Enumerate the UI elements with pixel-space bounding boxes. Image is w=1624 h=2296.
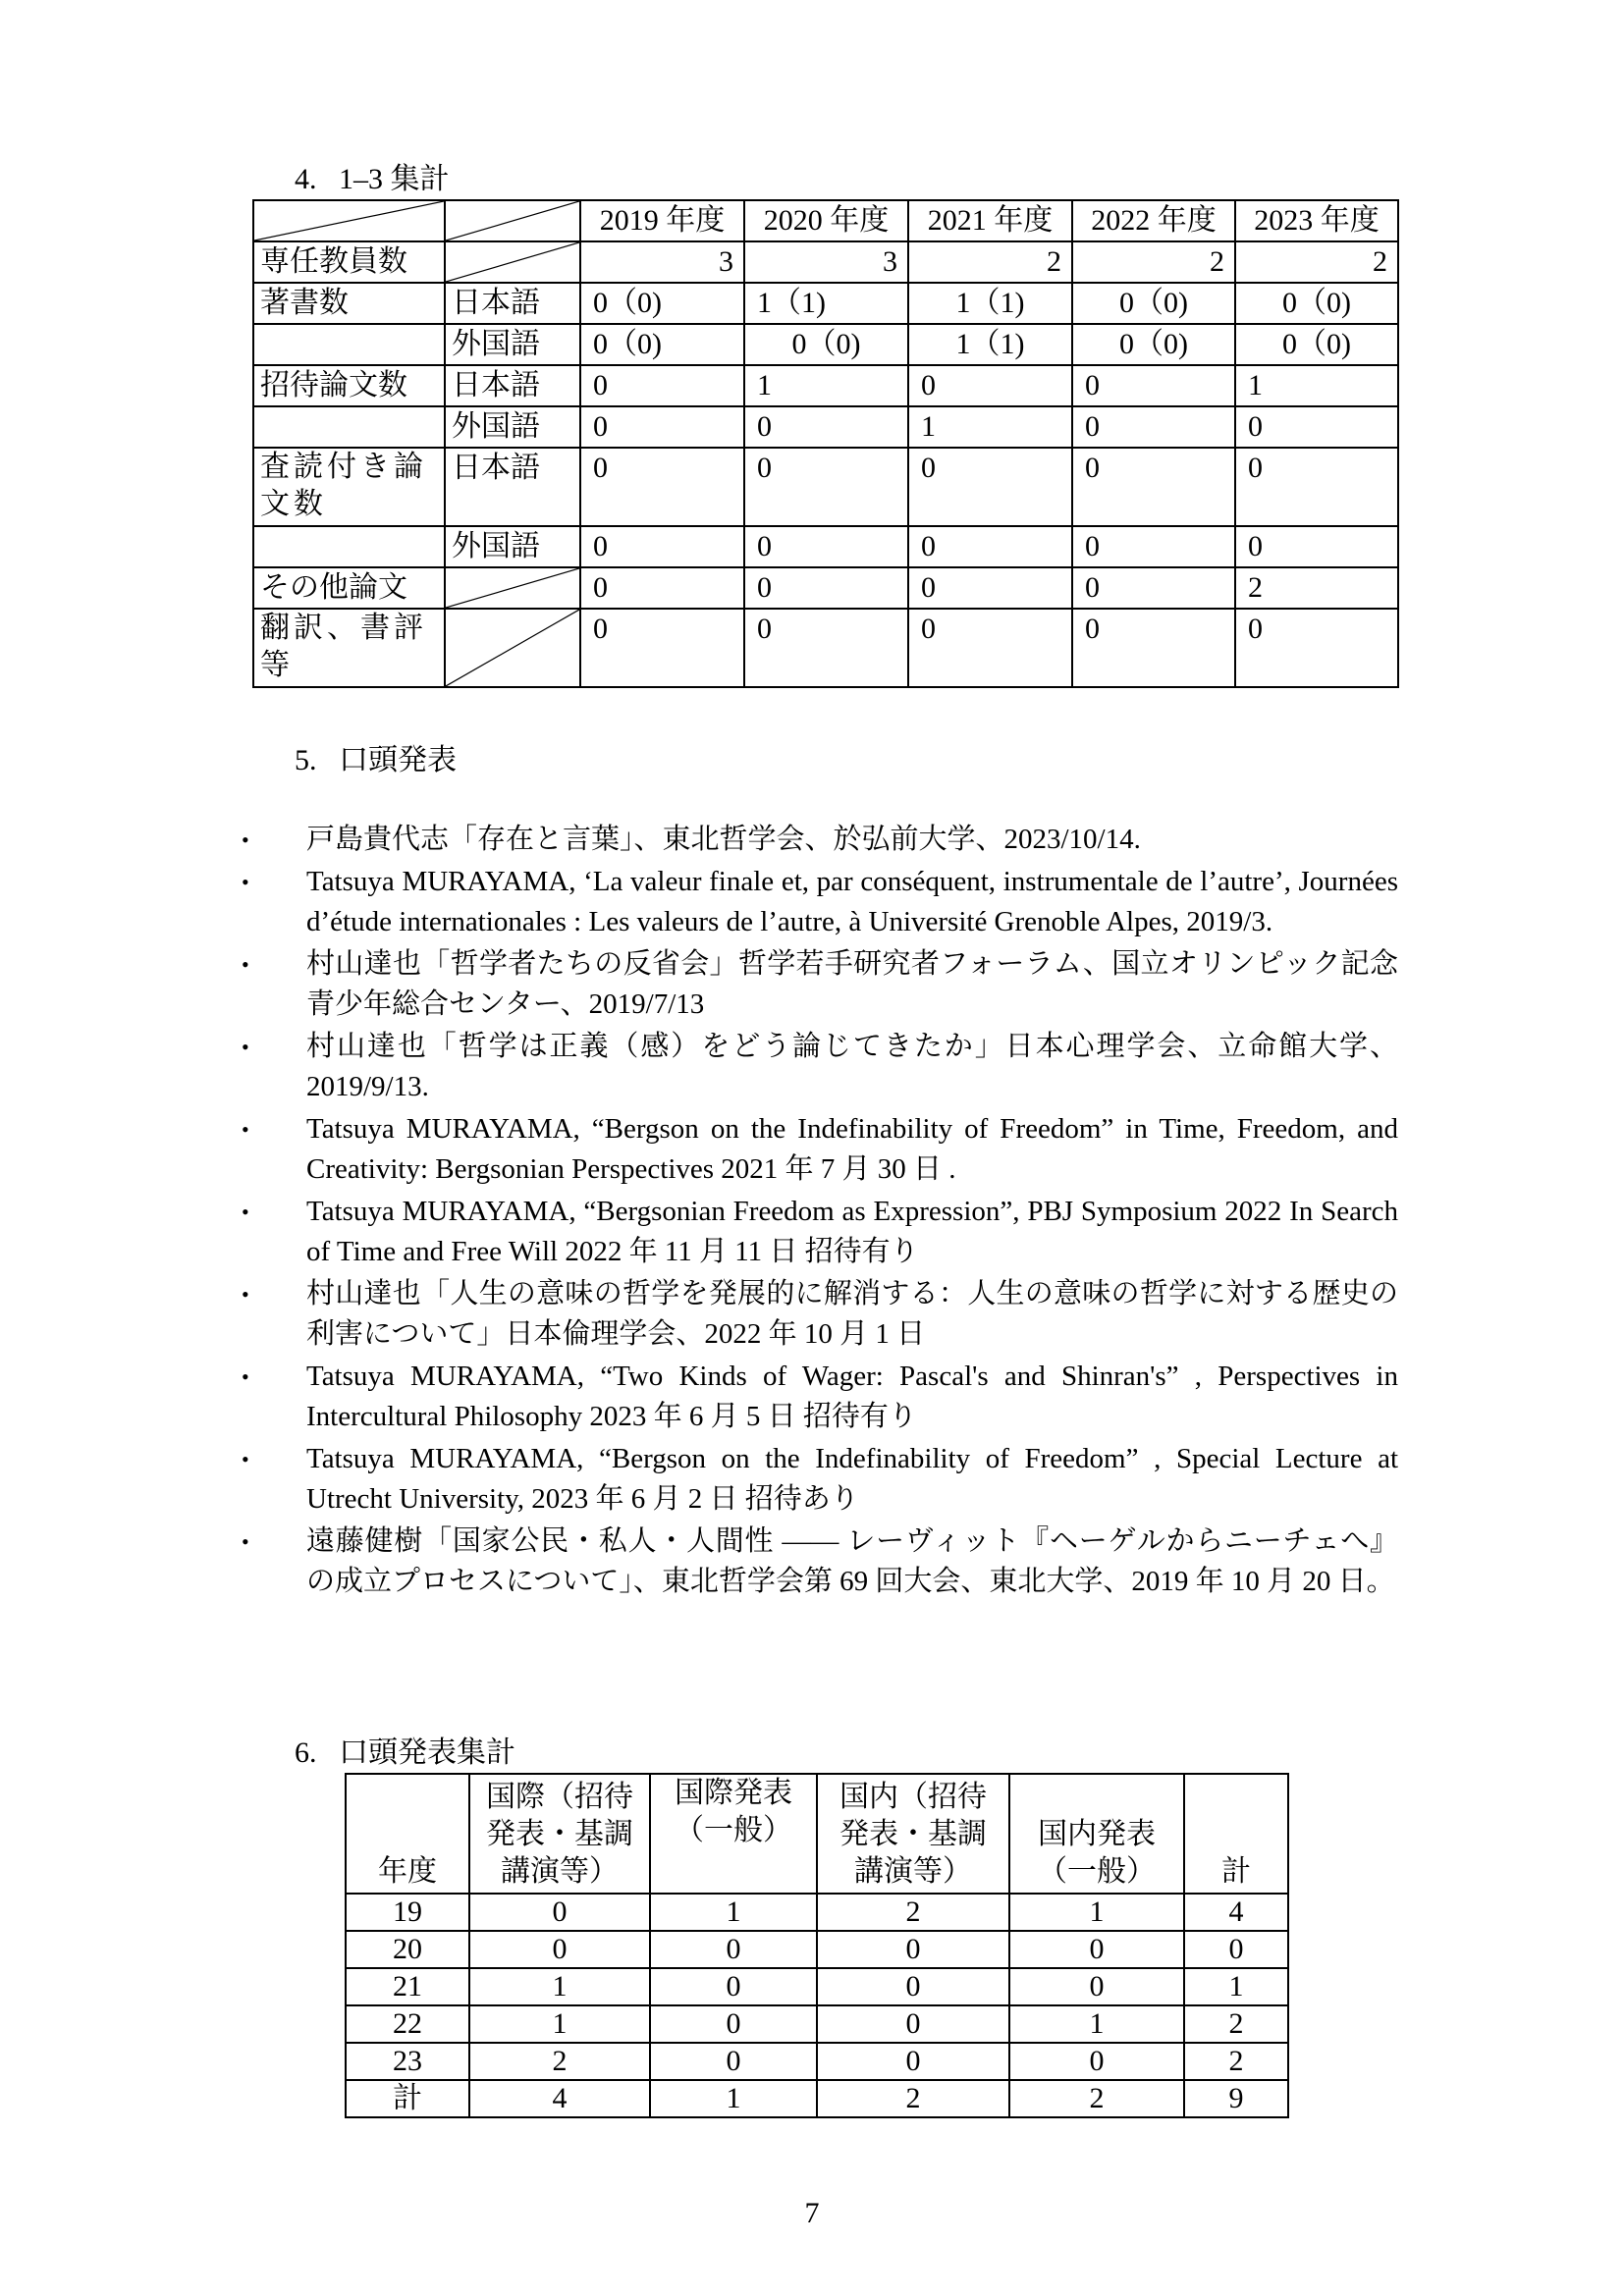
row-label (253, 406, 445, 448)
table-cell: 1（1) (908, 283, 1072, 324)
year-header: 2022 年度 (1072, 200, 1235, 241)
column-header: 国際（招待 発表・基調 講演等） (469, 1774, 650, 1894)
bullet-icon: • (242, 828, 249, 852)
table-cell: 0 (908, 609, 1072, 687)
table-cell: 1 (1009, 1894, 1184, 1931)
table-cell: 0（0) (1072, 324, 1235, 365)
diagonal-cell (253, 200, 445, 241)
table-row (346, 2005, 1288, 2043)
bullet-icon: • (242, 870, 249, 894)
table-cell: 0 (1235, 526, 1398, 567)
table-cell: 0 (908, 448, 1072, 526)
table-cell: 2 (1235, 567, 1398, 609)
table-row (253, 324, 1398, 365)
bullet-icon: • (242, 1529, 249, 1554)
row-label: その他論文 (253, 567, 445, 609)
table-cell: 0 (908, 567, 1072, 609)
row-label: 査読付き論文数 (253, 448, 445, 526)
table-cell: 0（0) (580, 283, 744, 324)
table-cell: 4 (469, 2080, 650, 2117)
table-cell: 0 (817, 2005, 1009, 2043)
table-cell: 1 (744, 365, 908, 406)
table-cell: 0 (580, 365, 744, 406)
list-item: • 村山達也「哲学者たちの反省会」哲学若手研究者フォーラム、国立オリンピック記念青少年総合センター、2019/7/13 (306, 944, 1398, 1025)
table-cell: 0 (1009, 2043, 1184, 2080)
list-item: • Tatsuya MURAYAMA, “Bergson on the Indefinability of Freedom” , Special Lecture at Utrecht University, 2023 年 6 月 2 日 招待あり (306, 1439, 1398, 1520)
row-sublabel: 外国語 (445, 526, 580, 567)
table-cell: 1 (1184, 1968, 1288, 2005)
column-header: 国際発表 （一般） (650, 1774, 817, 1894)
table-cell: 0 (1235, 406, 1398, 448)
oral-presentations-list (242, 820, 1398, 1604)
table-cell: 0 (580, 526, 744, 567)
list-item: • 戸島貴代志「存在と言葉」、東北哲学会、於弘前大学、2023/10/14. (306, 820, 1398, 860)
table-row (253, 283, 1398, 324)
table-row (346, 1931, 1288, 1968)
table-cell: 0 (817, 2043, 1009, 2080)
table-row (346, 1968, 1288, 2005)
table-cell: 0 (744, 567, 908, 609)
table-cell: 1 (469, 2005, 650, 2043)
table-cell: 0 (650, 1931, 817, 1968)
row-label (253, 324, 445, 365)
table-cell: 1 (908, 406, 1072, 448)
table-cell: 0 (1072, 609, 1235, 687)
row-label (253, 526, 445, 567)
bullet-icon: • (242, 1117, 249, 1142)
table-cell: 4 (1184, 1894, 1288, 1931)
table-row (253, 526, 1398, 567)
table-cell: 22 (346, 2005, 469, 2043)
bullet-icon: • (242, 1035, 249, 1059)
table-cell: 0 (744, 448, 908, 526)
table-cell: 3 (744, 241, 908, 283)
year-header: 2023 年度 (1235, 200, 1398, 241)
year-header: 2020 年度 (744, 200, 908, 241)
table-cell: 0 (908, 365, 1072, 406)
table-cell: 0（0) (1235, 324, 1398, 365)
table-cell: 19 (346, 1894, 469, 1931)
table-cell: 0 (817, 1931, 1009, 1968)
row-sublabel: 日本語 (445, 283, 580, 324)
year-header: 2021 年度 (908, 200, 1072, 241)
table-cell: 2 (1072, 241, 1235, 283)
list-item: • Tatsuya MURAYAMA, ‘La valeur finale et, par conséquent, instrumentale de l’autre’, Journées d’étude internationales : Les valeurs de l’autre, à Université Grenoble Alpes, 2019/3. (306, 862, 1398, 942)
row-label: 著書数 (253, 283, 445, 324)
table-cell: 0 (1072, 526, 1235, 567)
table-cell: 0 (650, 1968, 817, 2005)
table-cell: 0 (580, 609, 744, 687)
table-cell: 0 (1072, 448, 1235, 526)
row-sublabel: 外国語 (445, 324, 580, 365)
table-cell: 21 (346, 1968, 469, 2005)
table-row (346, 2080, 1288, 2117)
list-item: • Tatsuya MURAYAMA, “Bergsonian Freedom as Expression”, PBJ Symposium 2022 In Search of Time and Free Will 2022 年 11 月 11 日 招待有り (306, 1192, 1398, 1272)
list-item: • 村山達也「哲学は正義（感）をどう論じてきたか」日本心理学会、立命館大学、2019/9/13. (306, 1027, 1398, 1107)
diagonal-cell (445, 241, 580, 283)
row-sublabel: 日本語 (445, 448, 580, 526)
table-cell: 1 (1235, 365, 1398, 406)
column-header: 計 (1184, 1774, 1288, 1894)
table-cell: 3 (580, 241, 744, 283)
table-cell: 0 (744, 526, 908, 567)
table-cell: 2 (817, 1894, 1009, 1931)
year-header: 2019 年度 (580, 200, 744, 241)
bullet-icon: • (242, 1364, 249, 1389)
diagonal-cell (445, 609, 580, 687)
oral-presentation-summary-table (345, 1773, 1289, 2118)
row-sublabel: 日本語 (445, 365, 580, 406)
row-sublabel: 外国語 (445, 406, 580, 448)
table-cell: 0 (1235, 448, 1398, 526)
table-row (346, 1894, 1288, 1931)
table-cell: 0 (817, 1968, 1009, 2005)
table-cell: 1 (469, 1968, 650, 2005)
table-row (253, 406, 1398, 448)
table-cell: 0 (1072, 567, 1235, 609)
table-cell: 0 (744, 406, 908, 448)
table-cell: 0 (1235, 609, 1398, 687)
section-6-title: 6. 口頭発表集計 (295, 1736, 515, 1769)
page-number: 7 (804, 2197, 820, 2229)
table-cell: 20 (346, 1931, 469, 1968)
bullet-icon: • (242, 1447, 249, 1471)
table-cell: 0 (650, 2043, 817, 2080)
table-cell: 0 (580, 448, 744, 526)
summary-table-1-3 (252, 199, 1399, 688)
bullet-icon: • (242, 952, 249, 977)
table-cell: 0 (1009, 1931, 1184, 1968)
table-cell: 2 (1009, 2080, 1184, 2117)
table-row (253, 567, 1398, 609)
column-header: 国内（招待 発表・基調 講演等） (817, 1774, 1009, 1894)
table-cell: 2 (817, 2080, 1009, 2117)
table-cell: 0 (580, 406, 744, 448)
table-row (253, 448, 1398, 526)
section-5-title: 5. 口頭発表 (295, 744, 457, 776)
table-cell: 0（0) (744, 324, 908, 365)
table-cell: 0 (469, 1894, 650, 1931)
column-header: 国内発表 （一般） (1009, 1774, 1184, 1894)
table-cell: 1（1) (908, 324, 1072, 365)
table-cell: 9 (1184, 2080, 1288, 2117)
table-row (253, 609, 1398, 687)
table-cell: 0 (908, 526, 1072, 567)
column-header: 年度 (346, 1774, 469, 1894)
list-item: • 村山達也「人生の意味の哲学を発展的に解消する：人生の意味の哲学に対する歴史の利害について」日本倫理学会、2022 年 10 月 1 日 (306, 1274, 1398, 1355)
table-cell: 23 (346, 2043, 469, 2080)
table-cell: 0（0) (1235, 283, 1398, 324)
bullet-icon: • (242, 1282, 249, 1307)
table-cell: 2 (1184, 2043, 1288, 2080)
table-cell: 0 (1072, 406, 1235, 448)
table-row (253, 241, 1398, 283)
table-cell: 0（0) (1072, 283, 1235, 324)
table-cell: 1 (650, 2080, 817, 2117)
bullet-icon: • (242, 1200, 249, 1224)
diagonal-cell (445, 200, 580, 241)
table-cell: 0 (650, 2005, 817, 2043)
table-cell: 1 (1009, 2005, 1184, 2043)
table-cell: 1 (650, 1894, 817, 1931)
table-cell: 0 (469, 1931, 650, 1968)
table-cell: 1（1) (744, 283, 908, 324)
table-cell: 0 (1009, 1968, 1184, 2005)
row-label: 翻訳、書評等 (253, 609, 445, 687)
table-header-row (253, 200, 1398, 241)
table-cell: 0 (1184, 1931, 1288, 1968)
table-cell: 2 (908, 241, 1072, 283)
table-cell: 2 (1184, 2005, 1288, 2043)
list-item: • Tatsuya MURAYAMA, “Bergson on the Indefinability of Freedom” in Time, Freedom, and Creativity: Bergsonian Perspectives 2021 年 7 月 30 日 . (306, 1109, 1398, 1190)
row-label: 招待論文数 (253, 365, 445, 406)
table-row (253, 365, 1398, 406)
diagonal-cell (445, 567, 580, 609)
table-header-row (346, 1774, 1288, 1894)
table-cell: 2 (469, 2043, 650, 2080)
table-cell: 0 (744, 609, 908, 687)
table-cell: 2 (1235, 241, 1398, 283)
table-cell: 0（0) (580, 324, 744, 365)
table-cell: 0 (580, 567, 744, 609)
table-row (346, 2043, 1288, 2080)
list-item: • 遠藤健樹「国家公民・私人・人間性 ―― レーヴィット『ヘーゲルからニーチェへ』の成立プロセスについて」、東北哲学会第 69 回大会、東北大学、2019 年 10 月 20 日。 (306, 1522, 1398, 1602)
row-label: 専任教員数 (253, 241, 445, 283)
list-item: • Tatsuya MURAYAMA, “Two Kinds of Wager: Pascal's and Shinran's” , Perspectives in Intercultural Philosophy 2023 年 6 月 5 日 招待有り (306, 1357, 1398, 1437)
section-4-title: 4. 1–3 集計 (295, 163, 450, 195)
table-cell: 計 (346, 2080, 469, 2117)
table-cell: 0 (1072, 365, 1235, 406)
